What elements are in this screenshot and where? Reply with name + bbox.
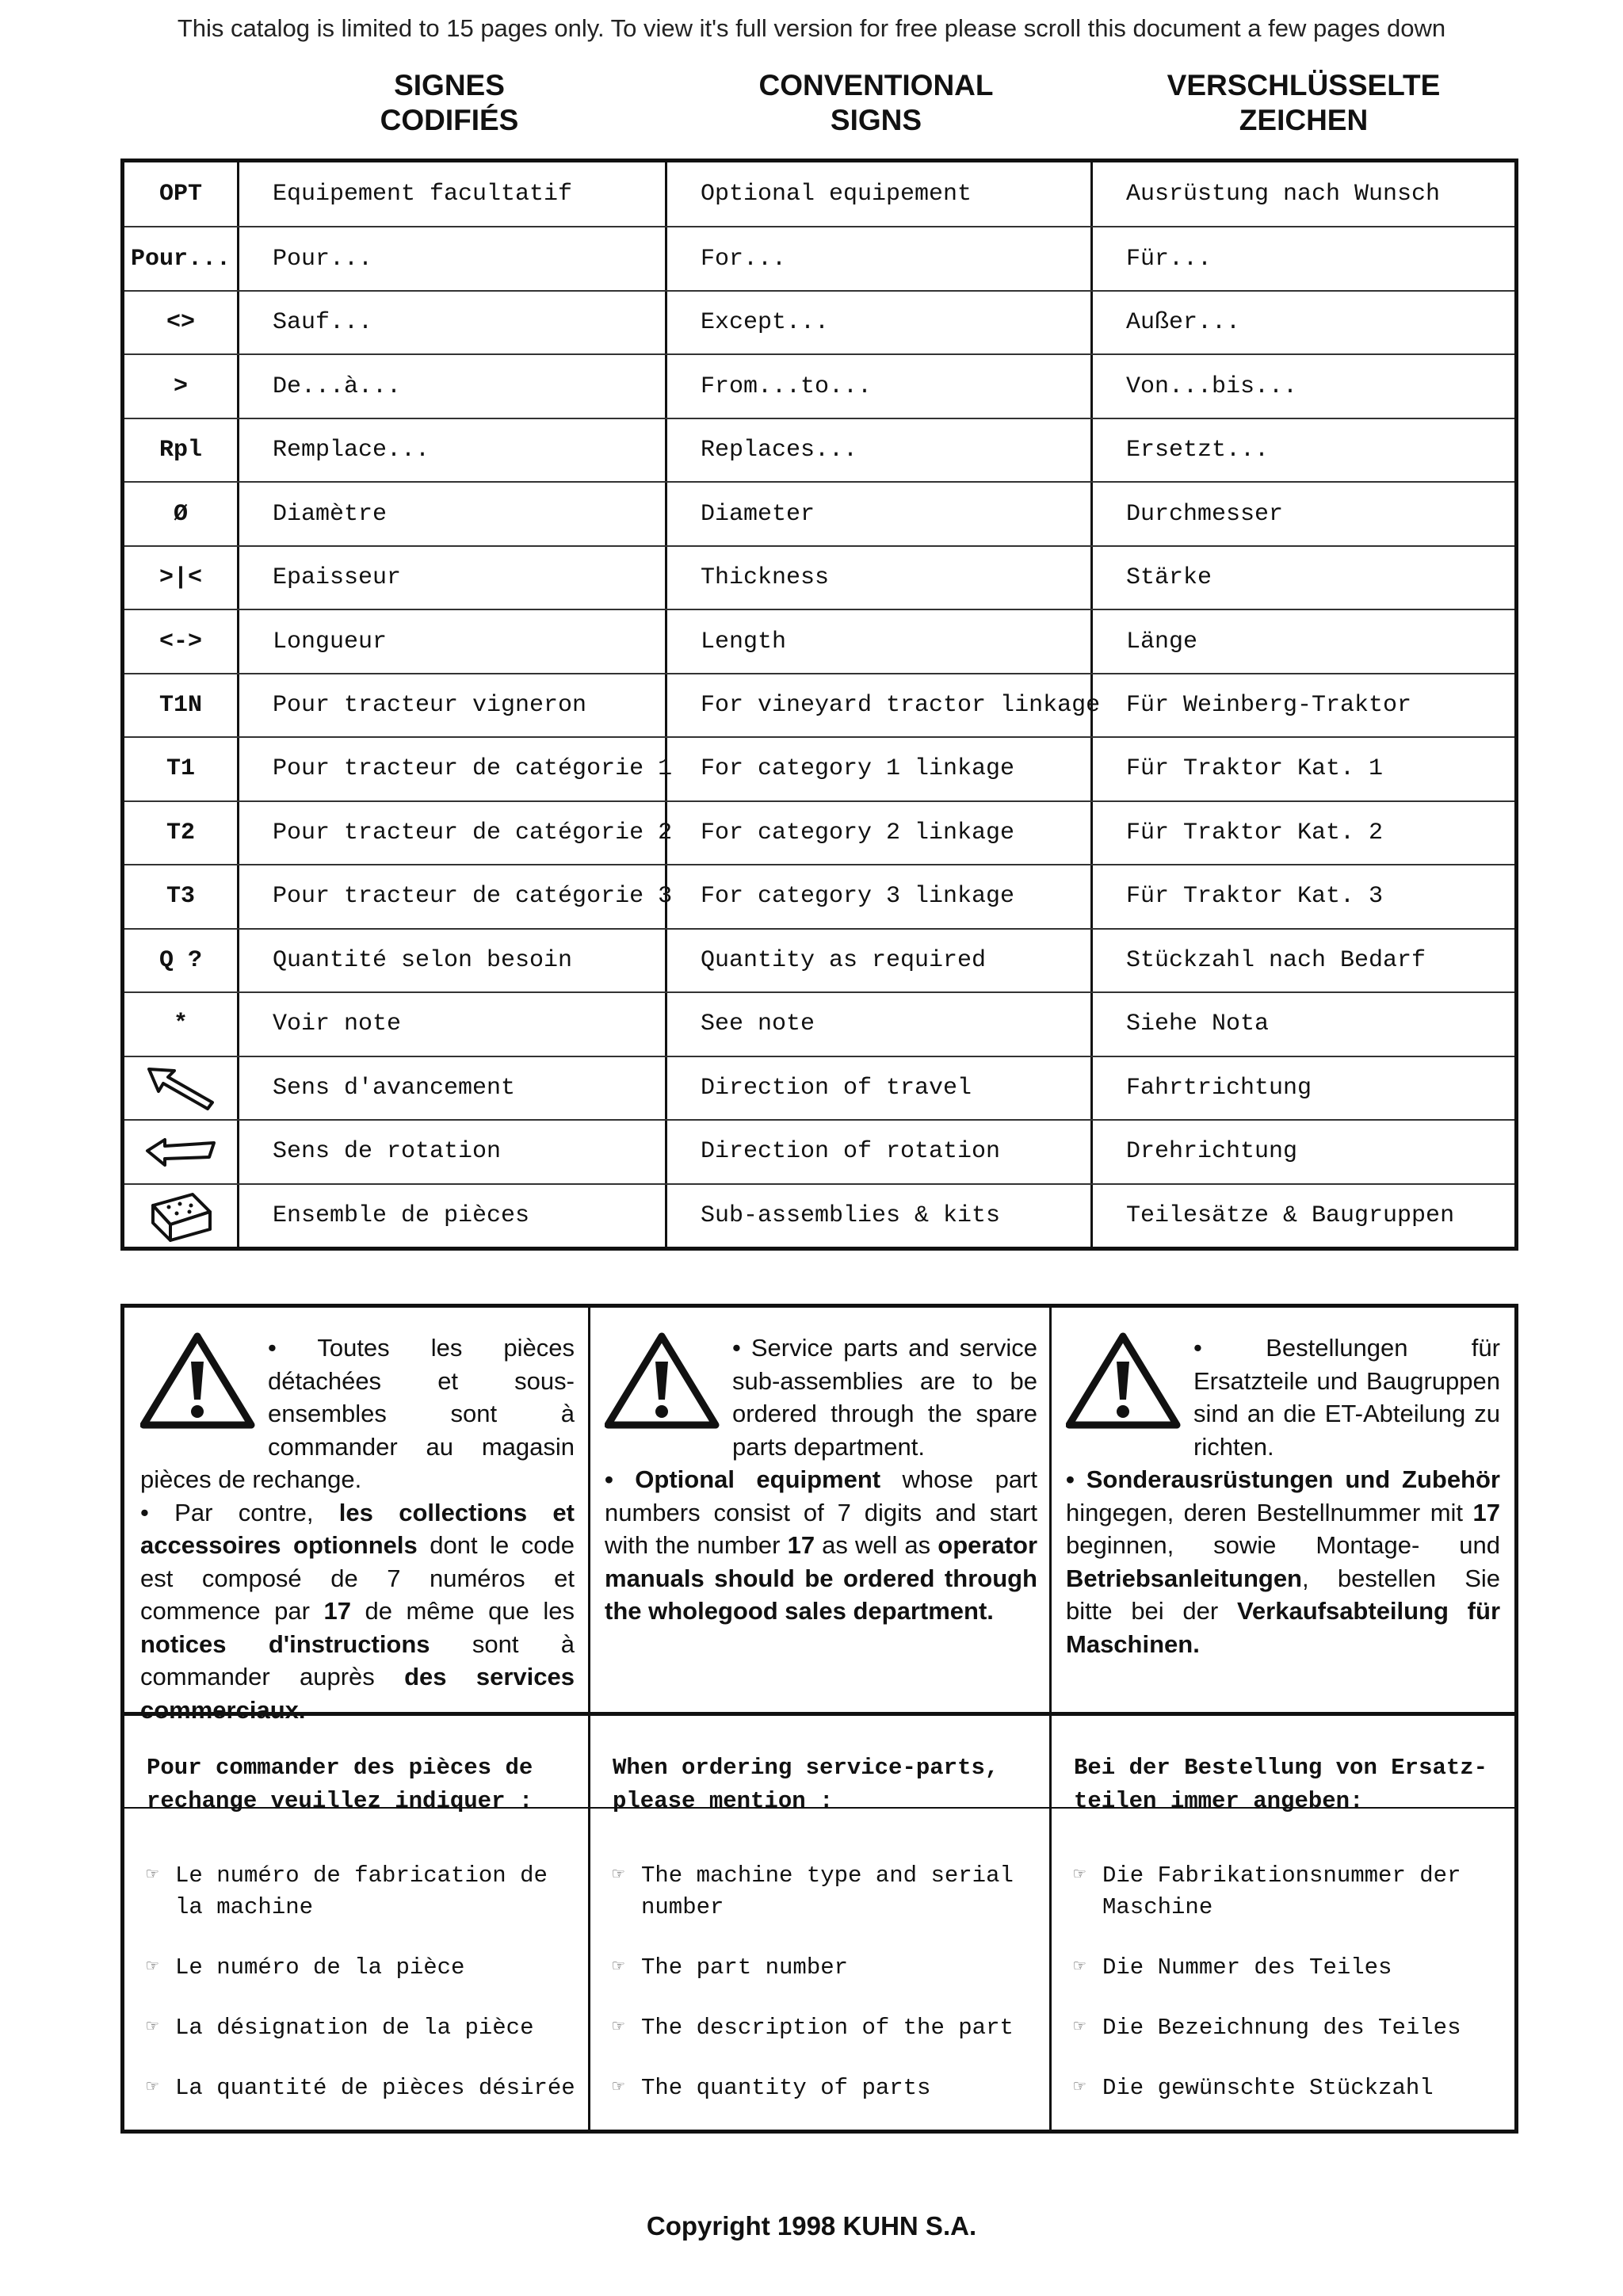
sign-meaning-en: See note [667, 993, 1093, 1055]
notice-de-bold: 17 [1472, 1498, 1500, 1526]
ordering-list-en [590, 1835, 1049, 2133]
list-item [613, 2012, 1049, 2044]
notice-en-text: as well as [815, 1531, 938, 1559]
sign-meaning-de: Für Weinberg-Traktor [1126, 691, 1412, 719]
sign-meaning-fr: Pour tracteur de catégorie 2 [239, 802, 667, 864]
table-row [124, 991, 1514, 1055]
table-row [124, 736, 1514, 800]
list-item [613, 2073, 1049, 2104]
list-item [613, 1952, 1049, 1984]
sign-meaning-fr: Pour tracteur vigneron [239, 674, 667, 736]
list-item-text: Le numéro de la pièce [175, 1954, 465, 1981]
signs-table [120, 159, 1518, 1251]
sign-meaning-de: Ausrüstung nach Wunsch [1126, 181, 1441, 208]
sign-meaning-de: Fahrtrichtung [1126, 1074, 1312, 1102]
list-item [147, 2073, 588, 2104]
table-row [124, 1119, 1514, 1182]
sign-meaning-de: Von...bis... [1126, 372, 1298, 400]
pointing-hand-icon: ☞ [147, 1957, 158, 1978]
ordering-list-fr [124, 1835, 588, 2133]
pointing-hand-icon: ☞ [1074, 1865, 1086, 1886]
list-item-text: The part number [641, 1954, 849, 1981]
list-item-text: Le numéro de fabrication de la machine [175, 1862, 548, 1920]
pointing-hand-icon: ☞ [1074, 2017, 1086, 2038]
rotation-arrow-icon [124, 1121, 239, 1182]
sign-meaning-fr: Pour tracteur de catégorie 1 [239, 738, 667, 800]
pointing-hand-icon: ☞ [613, 2017, 624, 2038]
table-row [124, 800, 1514, 864]
pointing-hand-icon: ☞ [147, 2077, 158, 2099]
sign-symbol: T2 [124, 802, 239, 864]
list-item [147, 1860, 588, 1924]
sign-symbol: * [124, 993, 239, 1055]
list-item [1074, 2073, 1495, 2104]
notice-en-p1: • Service parts and service sub-assemblies are to be ordered through the spare parts department. [732, 1334, 1037, 1461]
table-row [124, 226, 1514, 289]
sign-symbol: T1N [124, 674, 239, 736]
column-headers [120, 68, 1518, 147]
table-row [124, 481, 1514, 544]
list-item-text: The machine type and serial number [641, 1862, 1014, 1920]
header-en [663, 68, 1089, 138]
sign-meaning-de: Stückzahl nach Bedarf [1126, 946, 1426, 974]
list-item [1074, 2012, 1495, 2044]
sign-meaning-de: Für... [1126, 245, 1212, 273]
sign-meaning-en: Replaces... [667, 419, 1093, 481]
sign-meaning-de: Länge [1126, 628, 1198, 655]
notice-fr [140, 1331, 575, 1726]
notice-de-bold: • Sonderausrüstungen und Zubehör [1066, 1465, 1500, 1493]
table-row [124, 353, 1514, 417]
sign-meaning-de: Für Traktor Kat. 2 [1126, 819, 1384, 846]
sign-meaning-de: Für Traktor Kat. 3 [1126, 883, 1384, 911]
sign-meaning-de: Drehrichtung [1126, 1138, 1298, 1166]
list-item [1074, 1860, 1495, 1924]
travel-arrow-icon [124, 1057, 239, 1119]
sign-meaning-en: For category 3 linkage [667, 865, 1093, 927]
pointing-hand-icon: ☞ [613, 1957, 624, 1978]
pointing-hand-icon: ☞ [613, 1865, 624, 1886]
sign-meaning-en: Direction of travel [667, 1057, 1093, 1119]
sign-meaning-en: Quantity as required [667, 930, 1093, 991]
sign-meaning-en: For... [667, 227, 1093, 289]
sign-meaning-fr: Voir note [239, 993, 667, 1055]
sign-symbol: T1 [124, 738, 239, 800]
sign-symbol: Ø [124, 483, 239, 544]
list-item-text: The description of the part [641, 2015, 1014, 2041]
sign-meaning-de: Ersetzt... [1126, 437, 1270, 464]
header-en-line1: CONVENTIONAL [758, 69, 994, 101]
pointing-hand-icon: ☞ [147, 1865, 158, 1886]
header-fr-line2: CODIFIÉS [380, 104, 519, 136]
sign-meaning-fr: Pour tracteur de catégorie 3 [239, 865, 667, 927]
notice-fr-text: dont le code est composé de 7 numéros et commence par [140, 1531, 575, 1625]
table-row [124, 1183, 1514, 1247]
notice-fr-bold: notices d'instructions [140, 1629, 430, 1658]
sign-meaning-fr: Quantité selon besoin [239, 930, 667, 991]
notice-fr-text: de même que les [350, 1597, 575, 1625]
sign-meaning-de: Stärke [1126, 564, 1212, 592]
notice-fr-text: • Par contre, [140, 1498, 339, 1526]
notice-fr-bold: 17 [323, 1597, 351, 1625]
sign-meaning-en: For category 1 linkage [667, 738, 1093, 800]
sign-meaning-en: From...to... [667, 355, 1093, 417]
sign-meaning-en: For category 2 linkage [667, 802, 1093, 864]
sign-symbol: OPT [124, 162, 239, 226]
sign-meaning-de: Teilesätze & Baugruppen [1126, 1201, 1455, 1229]
header-en-line2: SIGNS [830, 104, 922, 136]
ordering-list-de [1052, 1835, 1495, 2133]
table-row [124, 1056, 1514, 1119]
notice-de-bold: Verkaufsabteilung für Maschinen. [1066, 1597, 1501, 1658]
notice-en-bold: 17 [787, 1531, 815, 1559]
table-row [124, 545, 1514, 609]
parts-kit-icon [124, 1185, 239, 1247]
sign-symbol: Q ? [124, 930, 239, 991]
table-row [124, 162, 1514, 226]
sign-meaning-fr: Sens d'avancement [239, 1057, 667, 1119]
sign-symbol: <> [124, 292, 239, 353]
header-de-line2: ZEICHEN [1239, 104, 1369, 136]
ordering-info-box [120, 1304, 1518, 2134]
header-de [1089, 68, 1518, 138]
notice-de [1066, 1331, 1500, 1660]
sign-meaning-de: Für Traktor Kat. 1 [1126, 755, 1384, 783]
sign-meaning-fr: Sens de rotation [239, 1121, 667, 1182]
notice-de-bold: Betriebsanleitungen [1066, 1564, 1302, 1592]
header-fr-line1: SIGNES [394, 69, 505, 101]
table-row [124, 290, 1514, 353]
sign-meaning-fr: Sauf... [239, 292, 667, 353]
table-row [124, 609, 1514, 672]
sign-meaning-en: For vineyard tractor linkage [667, 674, 1093, 736]
sign-meaning-de: Siehe Nota [1126, 1010, 1270, 1038]
sign-meaning-de: Durchmesser [1126, 500, 1284, 528]
ordering-title-en: When ordering service-parts, please mention : [613, 1755, 999, 1814]
list-item [1074, 1952, 1495, 1984]
table-row [124, 864, 1514, 927]
notice-en-text: whose part numbers consist of 7 digits and start with the number [605, 1465, 1037, 1559]
sign-symbol: T3 [124, 865, 239, 927]
warning-triangle-icon [605, 1331, 720, 1430]
warning-triangle-icon [140, 1331, 255, 1430]
sign-symbol: <-> [124, 610, 239, 672]
list-item-text: Die Bezeichnung des Teiles [1102, 2015, 1461, 2041]
copyright: Copyright 1998 KUHN S.A. [646, 2211, 977, 2241]
sign-meaning-fr: Remplace... [239, 419, 667, 481]
list-item-text: Die Fabrikationsnummer der Maschine [1102, 1862, 1461, 1920]
table-row [124, 418, 1514, 481]
warning-triangle-icon [1066, 1331, 1181, 1430]
notice-de-p1: • Bestellungen für Ersatzteile und Baugruppen sind an die ET-Abteilung zu richten. [1193, 1334, 1500, 1461]
notice-de-text: beginnen, sowie Montage- und [1066, 1531, 1500, 1559]
sign-meaning-en: Length [667, 610, 1093, 672]
list-item-text: La quantité de pièces désirée [175, 2075, 575, 2101]
pointing-hand-icon: ☞ [1074, 1957, 1086, 1978]
list-item-text: La désignation de la pièce [175, 2015, 534, 2041]
header-de-line1: VERSCHLÜSSELTE [1167, 69, 1441, 101]
notice-en-bold: operator manuals should be ordered through the wholegood sales department. [605, 1531, 1038, 1625]
sign-symbol: Pour... [124, 227, 239, 289]
list-item [147, 2012, 588, 2044]
sign-symbol: Rpl [124, 419, 239, 481]
sign-meaning-en: Diameter [667, 483, 1093, 544]
list-item-text: Die Nummer des Teiles [1102, 1954, 1392, 1981]
sign-meaning-en: Direction of rotation [667, 1121, 1093, 1182]
pointing-hand-icon: ☞ [147, 2017, 158, 2038]
limited-catalog-banner: This catalog is limited to 15 pages only. To view it's full version for free please scroll this document a few pages down [177, 14, 1446, 42]
header-fr [235, 68, 663, 138]
pointing-hand-icon: ☞ [1074, 2077, 1086, 2099]
sign-meaning-fr: Ensemble de pièces [239, 1185, 667, 1247]
table-row [124, 928, 1514, 991]
notice-en [605, 1331, 1037, 1628]
notice-fr-bold: les collections et accessoires optionnels [140, 1498, 575, 1559]
list-item-text: Die gewünschte Stückzahl [1102, 2075, 1434, 2101]
sign-meaning-en: Sub-assemblies & kits [667, 1185, 1093, 1247]
sign-symbol: > [124, 355, 239, 417]
notice-en-bold: • Optional equipment [605, 1465, 881, 1493]
sign-meaning-fr: Pour... [239, 227, 667, 289]
notice-fr-p1: • Toutes les pièces détachées et sous-ensembles sont à commander au magasin pièces de rechange. [140, 1334, 575, 1493]
list-item [613, 1860, 1049, 1924]
list-item-text: The quantity of parts [641, 2075, 931, 2101]
notice-fr-text: sont à commander auprès [140, 1629, 575, 1690]
sign-meaning-fr: Longueur [239, 610, 667, 672]
sign-meaning-en: Except... [667, 292, 1093, 353]
sign-meaning-fr: De...à... [239, 355, 667, 417]
sign-meaning-fr: Diamètre [239, 483, 667, 544]
sign-meaning-de: Außer... [1126, 309, 1241, 337]
notice-fr-bold: des services commerciaux. [140, 1663, 575, 1724]
sign-meaning-fr: Epaisseur [239, 547, 667, 609]
sign-meaning-en: Optional equipement [667, 162, 1093, 226]
notice-de-text: hingegen, deren Bestellnummer mit [1066, 1498, 1473, 1526]
ordering-title-de: Bei der Bestellung von Ersatz-teilen immer angeben: [1074, 1755, 1488, 1814]
pointing-hand-icon: ☞ [613, 2077, 624, 2099]
sign-meaning-en: Thickness [667, 547, 1093, 609]
table-row [124, 673, 1514, 736]
notice-de-text: , bestellen Sie bitte bei der [1066, 1564, 1500, 1625]
sign-meaning-fr: Equipement facultatif [239, 162, 667, 226]
list-item [147, 1952, 588, 1984]
sign-symbol: >|< [124, 547, 239, 609]
ordering-title-fr: Pour commander des pièces de rechange veuillez indiquer : [147, 1755, 533, 1814]
